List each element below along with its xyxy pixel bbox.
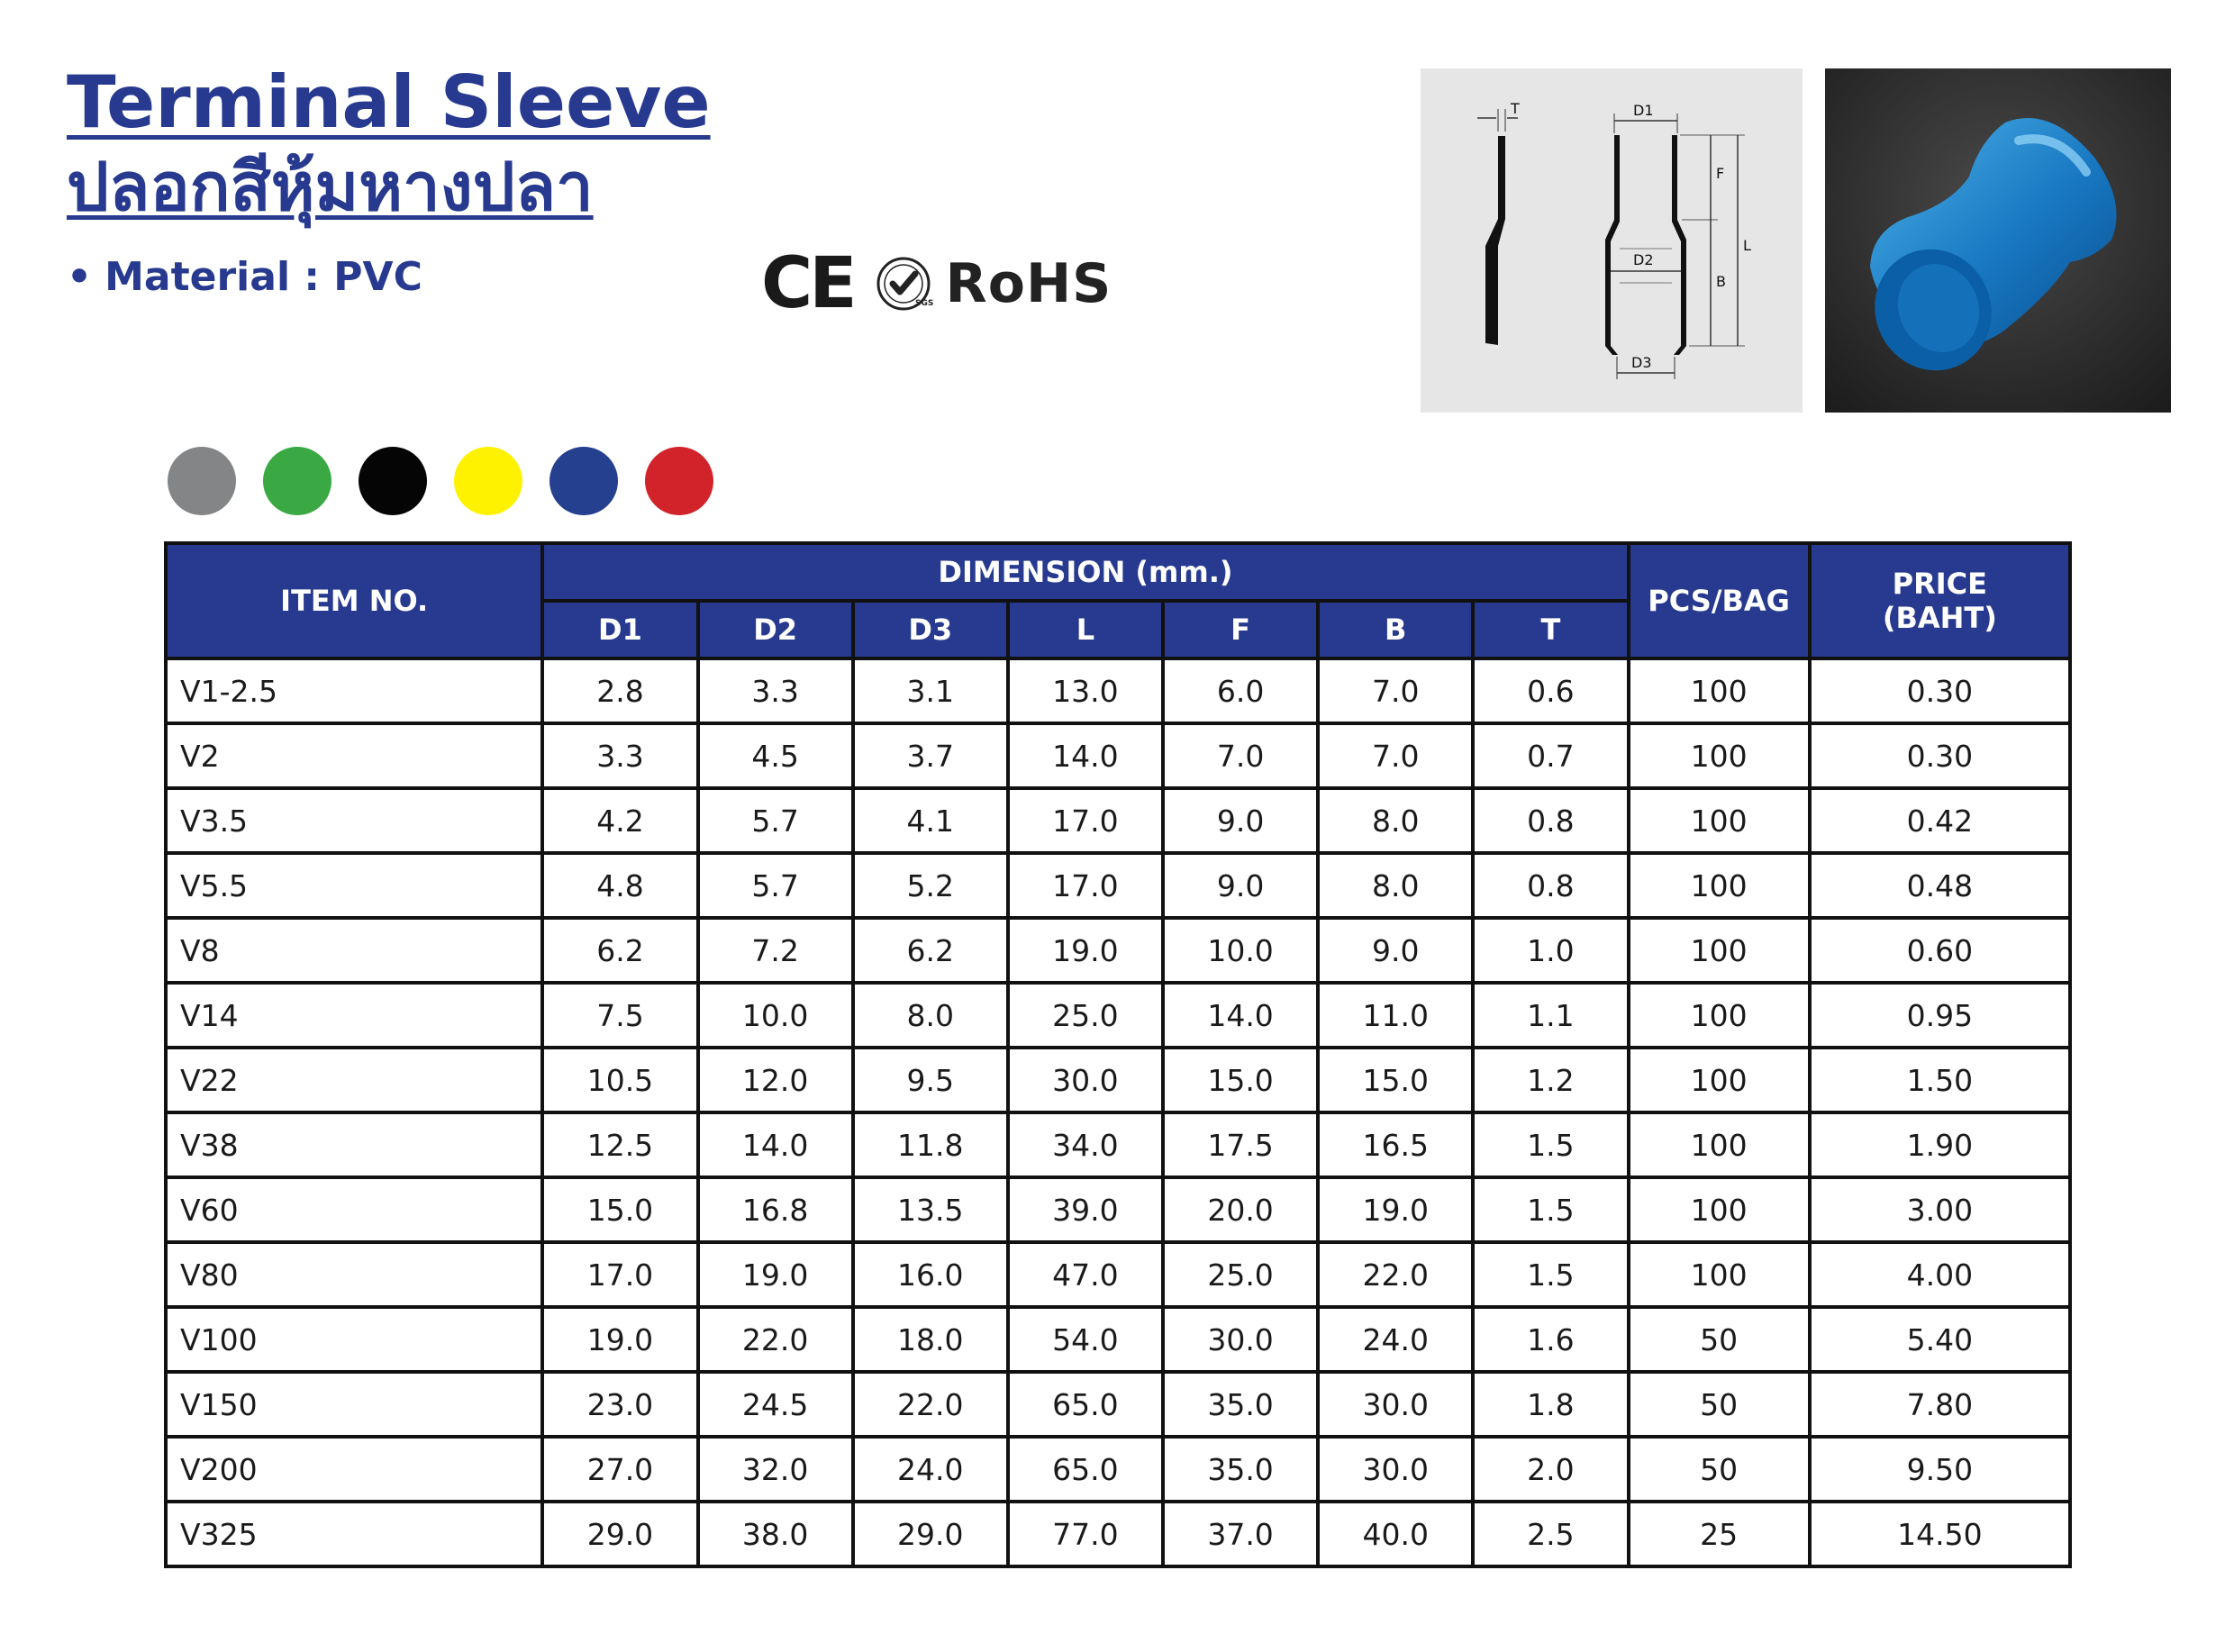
cell-d3: 16.0	[853, 1242, 1008, 1307]
cell-l: 77.0	[1008, 1502, 1163, 1566]
cell-t: 2.0	[1473, 1437, 1628, 1502]
cell-l: 65.0	[1008, 1437, 1163, 1502]
cell-l: 25.0	[1008, 983, 1163, 1048]
cell-t: 1.5	[1473, 1177, 1628, 1242]
cell-t: 1.0	[1473, 918, 1628, 983]
cell-f: 17.5	[1163, 1112, 1318, 1177]
cell-t: 1.8	[1473, 1372, 1628, 1437]
cell-d3: 29.0	[853, 1502, 1008, 1566]
cell-price: 7.80	[1810, 1372, 2070, 1437]
cell-item-no: V200	[166, 1437, 542, 1502]
cell-d1: 4.8	[542, 853, 697, 918]
cell-b: 30.0	[1318, 1372, 1473, 1437]
cell-l: 34.0	[1008, 1112, 1163, 1177]
cell-b: 24.0	[1318, 1307, 1473, 1372]
cell-t: 1.5	[1473, 1242, 1628, 1307]
table-row	[166, 658, 2070, 723]
page-subtitle-thai: ปลอกสีหุ้มหางปลา	[67, 149, 594, 226]
header-price-line2: (BAHT)	[1882, 601, 1997, 635]
sgs-certification-icon	[876, 256, 931, 312]
cell-b: 16.5	[1318, 1112, 1473, 1177]
header-d3: D3	[853, 601, 1008, 658]
cell-pcs-bag: 100	[1629, 723, 1810, 788]
product-photo	[1825, 68, 2171, 413]
label-f: F	[1716, 165, 1725, 182]
cell-f: 6.0	[1163, 658, 1318, 723]
cell-d2: 4.5	[698, 723, 853, 788]
cell-price: 0.30	[1810, 723, 2070, 788]
certification-marks	[761, 243, 1112, 324]
cell-t: 1.5	[1473, 1112, 1628, 1177]
label-t: T	[1511, 100, 1520, 117]
cell-l: 54.0	[1008, 1307, 1163, 1372]
cell-price: 0.95	[1810, 983, 2070, 1048]
cell-item-no: V150	[166, 1372, 542, 1437]
dimension-drawing	[1421, 68, 1803, 413]
cell-pcs-bag: 100	[1629, 1048, 1810, 1112]
cell-f: 30.0	[1163, 1307, 1318, 1372]
cell-item-no: V100	[166, 1307, 542, 1372]
cell-pcs-bag: 100	[1629, 1112, 1810, 1177]
cell-item-no: V22	[166, 1048, 542, 1112]
label-d2: D2	[1633, 251, 1654, 268]
blue-sleeve-image	[1825, 68, 2171, 413]
cell-pcs-bag: 100	[1629, 853, 1810, 918]
cell-f: 9.0	[1163, 853, 1318, 918]
cell-l: 65.0	[1008, 1372, 1163, 1437]
cell-d3: 5.2	[853, 853, 1008, 918]
cell-l: 30.0	[1008, 1048, 1163, 1112]
sgs-logo-text: SGS	[914, 299, 933, 308]
cell-d2: 12.0	[698, 1048, 853, 1112]
table-row	[166, 1048, 2070, 1112]
cell-d1: 19.0	[542, 1307, 697, 1372]
cell-pcs-bag: 100	[1629, 788, 1810, 853]
cell-price: 3.00	[1810, 1177, 2070, 1242]
cell-b: 30.0	[1318, 1437, 1473, 1502]
header-pcs-bag: PCS/BAG	[1629, 543, 1810, 658]
cell-d1: 29.0	[542, 1502, 697, 1566]
cell-t: 1.2	[1473, 1048, 1628, 1112]
cell-d1: 2.8	[542, 658, 697, 723]
cell-d3: 8.0	[853, 983, 1008, 1048]
cell-item-no: V5.5	[166, 853, 542, 918]
cell-b: 7.0	[1318, 658, 1473, 723]
cell-t: 1.1	[1473, 983, 1628, 1048]
cell-f: 7.0	[1163, 723, 1318, 788]
cell-price: 5.40	[1810, 1307, 2070, 1372]
spec-table	[164, 541, 2072, 1568]
cell-item-no: V38	[166, 1112, 542, 1177]
cell-l: 13.0	[1008, 658, 1163, 723]
cell-d1: 3.3	[542, 723, 697, 788]
cell-d2: 5.7	[698, 853, 853, 918]
cell-pcs-bag: 100	[1629, 1242, 1810, 1307]
cell-t: 0.7	[1473, 723, 1628, 788]
cell-l: 14.0	[1008, 723, 1163, 788]
cell-f: 9.0	[1163, 788, 1318, 853]
cell-d1: 27.0	[542, 1437, 697, 1502]
table-row	[166, 1242, 2070, 1307]
cell-b: 15.0	[1318, 1048, 1473, 1112]
cell-pcs-bag: 50	[1629, 1437, 1810, 1502]
header-l: L	[1008, 601, 1163, 658]
cell-b: 8.0	[1318, 788, 1473, 853]
cell-f: 10.0	[1163, 918, 1318, 983]
cell-price: 0.42	[1810, 788, 2070, 853]
cell-f: 15.0	[1163, 1048, 1318, 1112]
cell-d3: 6.2	[853, 918, 1008, 983]
cell-d1: 4.2	[542, 788, 697, 853]
cell-b: 9.0	[1318, 918, 1473, 983]
table-row	[166, 853, 2070, 918]
cell-b: 8.0	[1318, 853, 1473, 918]
cell-b: 7.0	[1318, 723, 1473, 788]
cell-item-no: V2	[166, 723, 542, 788]
cell-d1: 7.5	[542, 983, 697, 1048]
cell-l: 19.0	[1008, 918, 1163, 983]
cell-t: 0.8	[1473, 853, 1628, 918]
sleeve-right-wall	[1672, 135, 1686, 355]
cell-d2: 10.0	[698, 983, 853, 1048]
cell-d2: 32.0	[698, 1437, 853, 1502]
cell-item-no: V60	[166, 1177, 542, 1242]
cell-d2: 14.0	[698, 1112, 853, 1177]
cell-d2: 38.0	[698, 1502, 853, 1566]
color-swatch-yellow	[454, 447, 522, 515]
cell-d2: 16.8	[698, 1177, 853, 1242]
page-title: Terminal Sleeve	[67, 60, 711, 144]
cell-d3: 3.7	[853, 723, 1008, 788]
cell-item-no: V3.5	[166, 788, 542, 853]
cell-d2: 19.0	[698, 1242, 853, 1307]
cell-price: 4.00	[1810, 1242, 2070, 1307]
cell-t: 0.6	[1473, 658, 1628, 723]
color-swatch-gray	[168, 447, 236, 515]
cell-l: 39.0	[1008, 1177, 1163, 1242]
cell-d3: 18.0	[853, 1307, 1008, 1372]
cell-pcs-bag: 50	[1629, 1307, 1810, 1372]
cell-pcs-bag: 100	[1629, 1177, 1810, 1242]
cell-d2: 5.7	[698, 788, 853, 853]
table-row	[166, 1112, 2070, 1177]
cell-f: 14.0	[1163, 983, 1318, 1048]
sleeve-side-profile	[1485, 136, 1505, 345]
header-dimension: DIMENSION (mm.)	[542, 543, 1628, 601]
cell-pcs-bag: 100	[1629, 918, 1810, 983]
label-d3: D3	[1631, 354, 1652, 371]
cell-l: 17.0	[1008, 788, 1163, 853]
table-row	[166, 723, 2070, 788]
rohs-mark: RoHS	[945, 252, 1112, 315]
cell-item-no: V1-2.5	[166, 658, 542, 723]
cell-d3: 3.1	[853, 658, 1008, 723]
color-swatch-red	[645, 447, 713, 515]
cell-b: 19.0	[1318, 1177, 1473, 1242]
ce-mark-icon: CE	[761, 243, 854, 324]
cell-d1: 12.5	[542, 1112, 697, 1177]
cell-f: 35.0	[1163, 1437, 1318, 1502]
cell-d2: 3.3	[698, 658, 853, 723]
header-f: F	[1163, 601, 1318, 658]
cell-price: 9.50	[1810, 1437, 2070, 1502]
color-swatch-blue	[549, 447, 618, 515]
cell-l: 47.0	[1008, 1242, 1163, 1307]
cell-d3: 11.8	[853, 1112, 1008, 1177]
label-l: L	[1743, 237, 1751, 254]
cell-f: 25.0	[1163, 1242, 1318, 1307]
cell-item-no: V80	[166, 1242, 542, 1307]
cell-price: 0.60	[1810, 918, 2070, 983]
color-swatch-green	[263, 447, 331, 515]
cell-d2: 22.0	[698, 1307, 853, 1372]
table-header-row	[166, 543, 2070, 601]
header-price	[1810, 543, 2070, 658]
table-row	[166, 983, 2070, 1048]
bullet-icon: •	[67, 254, 93, 300]
cell-f: 35.0	[1163, 1372, 1318, 1437]
cell-price: 1.50	[1810, 1048, 2070, 1112]
material-spec	[67, 254, 422, 300]
cell-pcs-bag: 50	[1629, 1372, 1810, 1437]
cell-item-no: V325	[166, 1502, 542, 1566]
header-d2: D2	[698, 601, 853, 658]
cell-f: 37.0	[1163, 1502, 1318, 1566]
cell-t: 1.6	[1473, 1307, 1628, 1372]
cell-b: 40.0	[1318, 1502, 1473, 1566]
cell-b: 22.0	[1318, 1242, 1473, 1307]
label-b: B	[1716, 273, 1726, 290]
header-b: B	[1318, 601, 1473, 658]
header-t: T	[1473, 601, 1628, 658]
label-d1: D1	[1633, 102, 1654, 119]
cell-d3: 24.0	[853, 1437, 1008, 1502]
table-body	[166, 658, 2070, 1566]
cell-pcs-bag: 100	[1629, 658, 1810, 723]
table-row	[166, 1502, 2070, 1566]
cell-pcs-bag: 100	[1629, 983, 1810, 1048]
cell-item-no: V14	[166, 983, 542, 1048]
table-row	[166, 1372, 2070, 1437]
material-text: Material : PVC	[104, 254, 422, 300]
cell-d1: 6.2	[542, 918, 697, 983]
cell-f: 20.0	[1163, 1177, 1318, 1242]
color-options	[168, 447, 713, 515]
table-row	[166, 1307, 2070, 1372]
cell-d1: 23.0	[542, 1372, 697, 1437]
color-swatch-black	[359, 447, 427, 515]
cell-d3: 4.1	[853, 788, 1008, 853]
table-row	[166, 1177, 2070, 1242]
cell-pcs-bag: 25	[1629, 1502, 1810, 1566]
cell-d1: 10.5	[542, 1048, 697, 1112]
cell-price: 0.30	[1810, 658, 2070, 723]
cell-item-no: V8	[166, 918, 542, 983]
cell-t: 2.5	[1473, 1502, 1628, 1566]
header-d1: D1	[542, 601, 697, 658]
cell-t: 0.8	[1473, 788, 1628, 853]
cell-d3: 9.5	[853, 1048, 1008, 1112]
table-row	[166, 1437, 2070, 1502]
dimension-diagram	[1421, 68, 1803, 413]
table-row	[166, 788, 2070, 853]
cell-l: 17.0	[1008, 853, 1163, 918]
cell-d3: 22.0	[853, 1372, 1008, 1437]
cell-d3: 13.5	[853, 1177, 1008, 1242]
header-item-no: ITEM NO.	[166, 543, 542, 658]
header-price-line1: PRICE	[1892, 567, 1988, 601]
cell-d1: 17.0	[542, 1242, 697, 1307]
cell-d1: 15.0	[542, 1177, 697, 1242]
cell-d2: 7.2	[698, 918, 853, 983]
cell-b: 11.0	[1318, 983, 1473, 1048]
cell-price: 14.50	[1810, 1502, 2070, 1566]
cell-d2: 24.5	[698, 1372, 853, 1437]
sleeve-left-wall	[1605, 135, 1620, 355]
cell-price: 0.48	[1810, 853, 2070, 918]
cell-price: 1.90	[1810, 1112, 2070, 1177]
table-row	[166, 918, 2070, 983]
